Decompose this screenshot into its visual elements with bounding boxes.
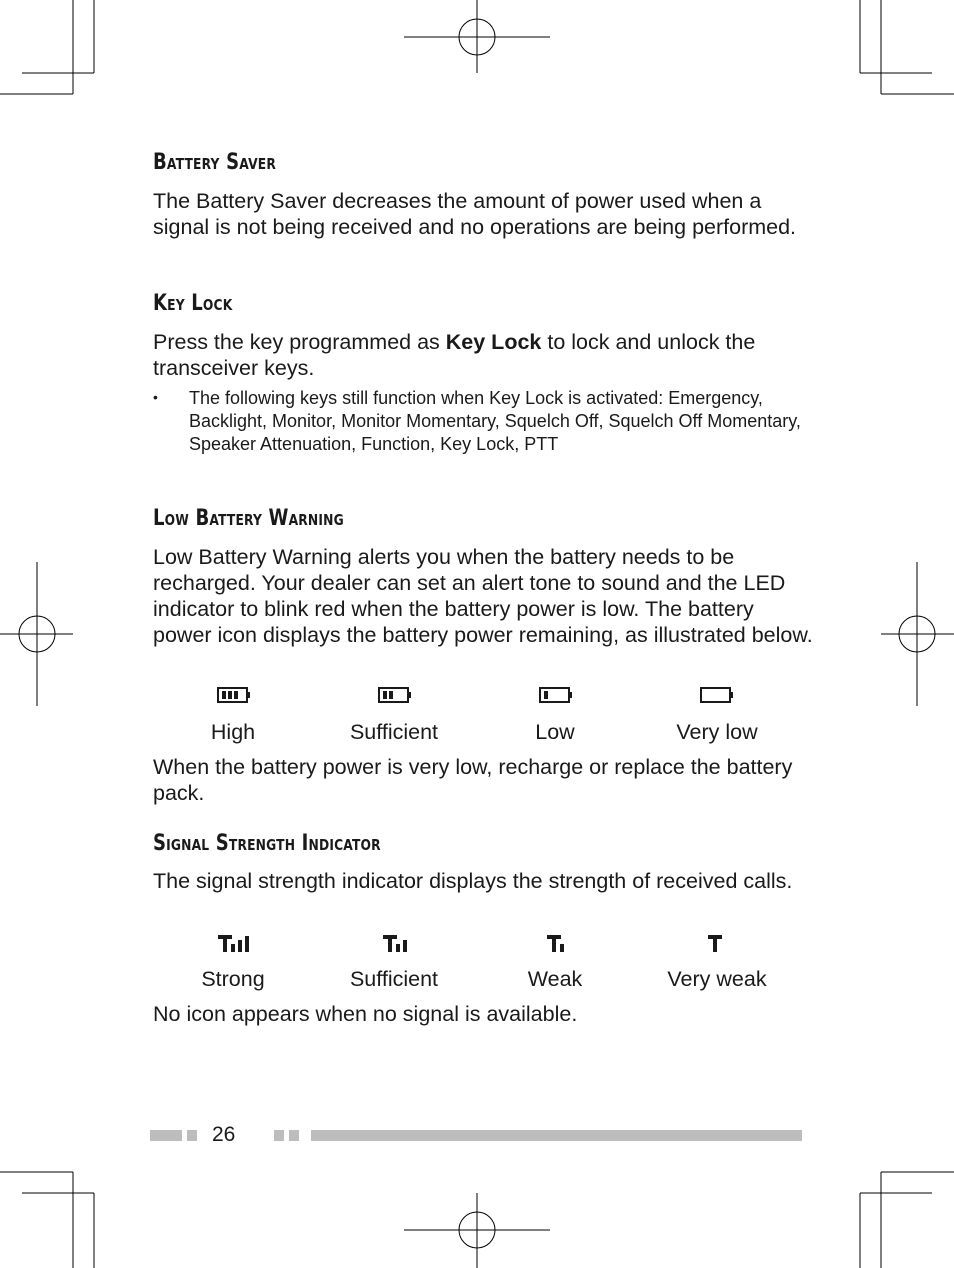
low-battery-body: Low Battery Warning alerts you when the battery needs to be recharged. Your dealer can set an alert tone to sound and the LED indicator to blink red when the battery power is low. The battery power icon displays the battery power remaining, as illustrated below.	[153, 545, 813, 647]
battery-very-low-icon	[700, 684, 734, 706]
footer-bar-right-2	[289, 1130, 299, 1141]
battery-label-row	[153, 720, 813, 748]
battery-saver-body: The Battery Saver decreases the amount of power used when a signal is not being received and no operations are being performed.	[153, 189, 797, 239]
footer-bar-left-2	[187, 1130, 197, 1141]
signal-label-row	[153, 967, 813, 995]
battery-label-sufficient: Sufficient	[349, 720, 439, 744]
heading-signal-strength: Signal Strength Indicator	[153, 831, 381, 856]
signal-very-weak-icon	[707, 932, 743, 954]
battery-label-high: High	[210, 720, 256, 744]
footer-bar-right-1	[274, 1130, 284, 1141]
battery-label-low: Low	[535, 720, 575, 744]
heading-battery-saver: Battery Saver	[153, 150, 276, 175]
battery-icon-row	[153, 684, 813, 714]
battery-sufficient-icon	[378, 684, 412, 706]
signal-after: No icon appears when no signal is available.	[153, 1002, 578, 1026]
key-lock-body	[153, 329, 818, 381]
low-battery-after: When the battery power is very low, recharge or replace the battery pack.	[153, 755, 793, 805]
signal-label-very-weak: Very weak	[667, 967, 767, 991]
signal-sufficient-icon	[382, 932, 418, 954]
page-number: 26	[212, 1123, 236, 1146]
signal-strong-icon	[217, 932, 253, 954]
key-lock-body-before: Press the key programmed as	[153, 330, 446, 354]
signal-label-weak: Weak	[527, 967, 583, 991]
footer-bar-left-1	[150, 1130, 182, 1141]
signal-body: The signal strength indicator displays the strength of received calls.	[153, 869, 793, 893]
footer-bar-right-long	[311, 1130, 802, 1141]
signal-weak-icon	[546, 932, 582, 954]
battery-low-icon	[539, 684, 573, 706]
key-lock-body-after: to lock and unlock the transceiver keys.	[153, 330, 756, 380]
heading-key-lock: Key Lock	[153, 291, 233, 316]
signal-label-strong: Strong	[201, 967, 265, 991]
heading-low-battery-warning: Low Battery Warning	[153, 506, 344, 531]
key-lock-bold: Key Lock	[445, 330, 542, 354]
battery-label-very-low: Very low	[676, 720, 758, 744]
signal-icon-row	[153, 932, 813, 962]
signal-label-sufficient: Sufficient	[349, 967, 439, 991]
key-lock-bullet-text: The following keys still function when Key Lock is activated: Emergency, Backlight, Monitor, Monitor Momentary, Squelch Off, Squelch Off Momentary, Speaker Attenuation, Function, Key Lock, PTT	[189, 388, 801, 454]
bullet-marker: •	[153, 389, 158, 405]
battery-high-icon	[217, 684, 251, 706]
